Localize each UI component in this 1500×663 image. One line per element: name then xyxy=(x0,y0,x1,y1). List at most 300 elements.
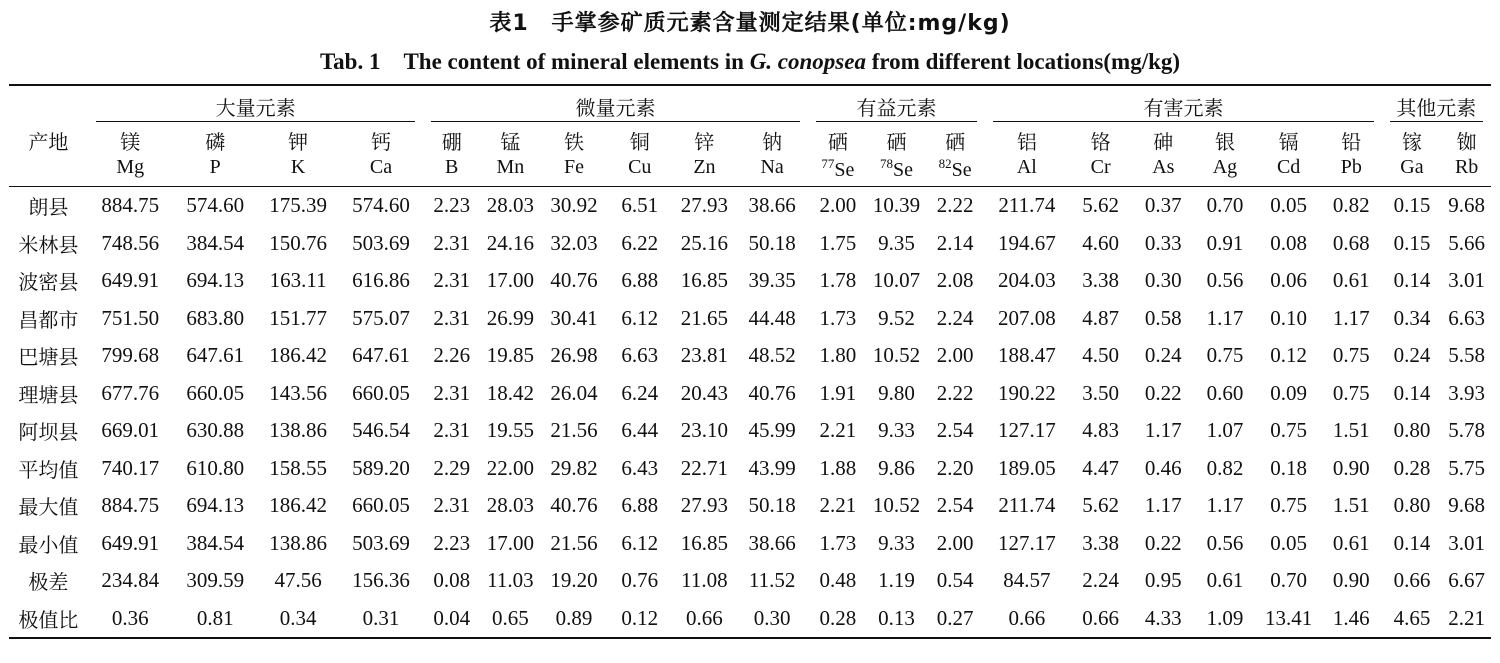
element-symbol: B xyxy=(423,156,480,187)
value-cell: 10.07 xyxy=(872,268,921,293)
element-symbol-isotope xyxy=(868,156,925,187)
value-cell: 0.05 xyxy=(1270,193,1308,218)
value-cell: 0.08 xyxy=(433,568,471,593)
value-cell: 1.51 xyxy=(1332,493,1370,518)
value-cell: 694.13 xyxy=(186,268,245,293)
value-cell: 0.27 xyxy=(925,600,986,639)
value-cell: 2.14 xyxy=(936,230,974,255)
value-cell: 138.86 xyxy=(269,418,327,443)
value-cell: 6.88 xyxy=(621,268,659,293)
header-element-name-row xyxy=(9,124,1491,156)
value-cell: 0.13 xyxy=(868,600,925,639)
value-cell: 649.91 xyxy=(101,268,160,293)
value-cell: 211.74 xyxy=(998,493,1056,518)
value-cell: 0.90 xyxy=(1332,455,1370,480)
value-cell: 1.46 xyxy=(1321,600,1382,639)
value-cell: 2.21 xyxy=(819,493,857,518)
value-cell: 2.22 xyxy=(936,380,974,405)
element-symbol: Cr xyxy=(1068,156,1133,187)
value-cell: 0.04 xyxy=(423,600,480,639)
value-cell: 186.42 xyxy=(269,493,327,518)
value-cell: 0.90 xyxy=(1332,568,1370,593)
value-cell: 0.05 xyxy=(1270,530,1308,555)
value-cell: 0.61 xyxy=(1332,530,1370,555)
value-cell: 630.88 xyxy=(186,418,245,443)
value-cell: 0.31 xyxy=(339,600,424,639)
value-cell: 6.43 xyxy=(621,455,659,480)
element-name: 钾 xyxy=(288,129,309,154)
header-symbol-row xyxy=(9,156,1491,187)
value-cell: 751.50 xyxy=(101,305,160,330)
value-cell: 0.37 xyxy=(1144,193,1182,218)
element-name: 铅 xyxy=(1341,129,1362,154)
value-cell: 2.31 xyxy=(433,305,471,330)
value-cell: 0.12 xyxy=(1270,343,1308,368)
value-cell: 0.60 xyxy=(1206,380,1244,405)
value-cell: 1.19 xyxy=(878,568,915,593)
value-cell: 503.69 xyxy=(352,230,410,255)
value-cell: 2.00 xyxy=(936,343,974,368)
value-cell: 0.76 xyxy=(621,568,659,593)
value-cell: 0.34 xyxy=(258,600,339,639)
value-cell: 5.58 xyxy=(1448,343,1485,368)
value-cell: 84.57 xyxy=(1003,568,1051,593)
value-cell: 10.52 xyxy=(872,343,921,368)
origin-cell: 朗县 xyxy=(28,195,69,220)
value-cell: 17.00 xyxy=(486,530,534,555)
value-cell: 6.44 xyxy=(621,418,659,443)
value-cell: 234.84 xyxy=(101,568,160,593)
value-cell: 2.08 xyxy=(936,268,974,293)
value-cell: 1.73 xyxy=(819,305,857,330)
value-cell: 0.14 xyxy=(1393,380,1431,405)
value-cell: 47.56 xyxy=(274,568,322,593)
value-cell: 2.54 xyxy=(936,493,974,518)
element-name: 铷 xyxy=(1456,129,1477,154)
value-cell: 0.82 xyxy=(1332,193,1370,218)
element-name: 铜 xyxy=(629,129,650,154)
value-cell: 0.81 xyxy=(173,600,258,639)
value-cell: 669.01 xyxy=(101,418,160,443)
element-name: 硼 xyxy=(441,129,462,154)
value-cell: 0.34 xyxy=(1393,305,1431,330)
group-trace-elements: 微量元素 xyxy=(431,92,799,122)
origin-cell: 昌都市 xyxy=(18,307,79,332)
value-cell: 30.41 xyxy=(550,305,598,330)
value-cell: 151.77 xyxy=(269,305,327,330)
element-symbol: Rb xyxy=(1442,156,1491,187)
value-cell: 127.17 xyxy=(997,418,1056,443)
value-cell: 25.16 xyxy=(680,230,729,255)
value-cell: 0.80 xyxy=(1393,493,1431,518)
value-cell: 0.70 xyxy=(1270,568,1308,593)
value-cell: 21.56 xyxy=(550,530,598,555)
value-cell: 1.17 xyxy=(1206,305,1244,330)
value-cell: 1.09 xyxy=(1194,600,1257,639)
value-cell: 309.59 xyxy=(186,568,245,593)
value-cell: 0.58 xyxy=(1144,305,1182,330)
isotope-mass: 82 xyxy=(938,156,952,171)
element-name: 硒 xyxy=(886,129,907,154)
value-cell: 2.22 xyxy=(936,193,974,218)
value-cell: 0.28 xyxy=(808,600,869,639)
table-title-english xyxy=(0,43,1500,76)
value-cell: 0.09 xyxy=(1270,380,1308,405)
element-name: 硒 xyxy=(827,129,848,154)
value-cell: 30.92 xyxy=(550,193,598,218)
value-cell: 884.75 xyxy=(101,193,160,218)
element-name: 镁 xyxy=(120,129,141,154)
element-symbol: K xyxy=(258,156,339,187)
value-cell: 29.82 xyxy=(550,455,598,480)
value-cell: 143.56 xyxy=(269,380,327,405)
element-name: 硒 xyxy=(945,129,966,154)
value-cell: 9.86 xyxy=(878,455,915,480)
value-cell: 0.75 xyxy=(1206,343,1244,368)
value-cell: 2.21 xyxy=(1442,600,1491,639)
value-cell: 17.00 xyxy=(486,268,534,293)
value-cell: 574.60 xyxy=(186,193,245,218)
value-cell: 3.38 xyxy=(1082,268,1120,293)
value-cell: 2.31 xyxy=(433,268,471,293)
value-cell: 0.75 xyxy=(1332,343,1370,368)
value-cell: 647.61 xyxy=(352,343,410,368)
value-cell: 546.54 xyxy=(352,418,410,443)
value-cell: 27.93 xyxy=(680,493,729,518)
isotope-symbol: Se xyxy=(834,159,855,181)
value-cell: 1.17 xyxy=(1332,305,1370,330)
value-cell: 5.75 xyxy=(1448,455,1485,480)
origin-cell: 最大值 xyxy=(18,495,79,520)
value-cell: 574.60 xyxy=(352,193,410,218)
element-symbol: Ag xyxy=(1194,156,1257,187)
isotope-mass: 78 xyxy=(879,156,893,171)
value-cell: 6.88 xyxy=(621,493,659,518)
value-cell: 9.68 xyxy=(1448,193,1485,218)
table-row xyxy=(9,487,1491,525)
table-row xyxy=(9,450,1491,488)
group-macro-elements: 大量元素 xyxy=(96,92,416,122)
element-name: 磷 xyxy=(205,129,226,154)
value-cell: 9.33 xyxy=(878,418,915,443)
value-cell: 27.93 xyxy=(680,193,729,218)
value-cell: 0.95 xyxy=(1144,568,1182,593)
value-cell: 694.13 xyxy=(186,493,245,518)
value-cell: 9.68 xyxy=(1448,493,1485,518)
origin-cell: 极差 xyxy=(28,570,69,595)
value-cell: 45.99 xyxy=(748,418,796,443)
value-cell: 0.14 xyxy=(1393,268,1431,293)
value-cell: 2.31 xyxy=(433,418,471,443)
value-cell: 13.41 xyxy=(1256,600,1321,639)
value-cell: 20.43 xyxy=(680,380,729,405)
value-cell: 2.26 xyxy=(433,343,471,368)
value-cell: 0.33 xyxy=(1144,230,1182,255)
value-cell: 0.66 xyxy=(985,600,1068,639)
value-cell: 649.91 xyxy=(101,530,160,555)
value-cell: 43.99 xyxy=(748,455,796,480)
value-cell: 0.24 xyxy=(1393,343,1431,368)
value-cell: 4.47 xyxy=(1082,455,1120,480)
element-symbol-isotope xyxy=(808,156,869,187)
value-cell: 9.33 xyxy=(878,530,915,555)
value-cell: 0.89 xyxy=(541,600,608,639)
value-cell: 18.42 xyxy=(486,380,534,405)
value-cell: 0.66 xyxy=(1068,600,1133,639)
value-cell: 0.61 xyxy=(1332,268,1370,293)
header-group-row xyxy=(9,85,1491,124)
value-cell: 0.28 xyxy=(1393,455,1431,480)
table-row xyxy=(9,375,1491,413)
value-cell: 138.86 xyxy=(269,530,327,555)
value-cell: 2.24 xyxy=(936,305,974,330)
value-cell: 38.66 xyxy=(748,193,796,218)
element-symbol: Al xyxy=(985,156,1068,187)
element-symbol: P xyxy=(173,156,258,187)
value-cell: 2.21 xyxy=(819,418,857,443)
value-cell: 0.06 xyxy=(1270,268,1308,293)
table-title-chinese: 表1 手掌参矿质元素含量测定结果(单位:mg/kg) xyxy=(489,11,1011,36)
value-cell: 190.22 xyxy=(997,380,1056,405)
value-cell: 0.82 xyxy=(1206,455,1244,480)
value-cell: 5.66 xyxy=(1448,230,1485,255)
value-cell: 0.70 xyxy=(1206,193,1244,218)
table-body xyxy=(9,187,1491,639)
value-cell: 32.03 xyxy=(550,230,598,255)
value-cell: 156.36 xyxy=(352,568,410,593)
value-cell: 11.08 xyxy=(681,568,728,593)
value-cell: 503.69 xyxy=(352,530,410,555)
value-cell: 0.65 xyxy=(480,600,541,639)
title-en-suffix: from different locations(mg/kg) xyxy=(865,49,1181,74)
value-cell: 0.22 xyxy=(1144,530,1182,555)
value-cell: 5.62 xyxy=(1082,493,1120,518)
value-cell: 1.73 xyxy=(819,530,857,555)
value-cell: 211.74 xyxy=(998,193,1056,218)
origin-cell: 最小值 xyxy=(18,532,79,557)
value-cell: 40.76 xyxy=(550,493,598,518)
table-row xyxy=(9,412,1491,450)
value-cell: 2.31 xyxy=(433,380,471,405)
origin-cell: 阿坝县 xyxy=(18,420,79,445)
value-cell: 6.67 xyxy=(1448,568,1485,593)
table-row xyxy=(9,225,1491,263)
value-cell: 150.76 xyxy=(269,230,327,255)
value-cell: 4.87 xyxy=(1082,305,1120,330)
value-cell: 21.56 xyxy=(550,418,598,443)
element-symbol: Cu xyxy=(607,156,672,187)
table-row xyxy=(9,600,1491,639)
value-cell: 163.11 xyxy=(269,268,327,293)
element-name: 砷 xyxy=(1153,129,1174,154)
value-cell: 11.03 xyxy=(487,568,534,593)
value-cell: 23.10 xyxy=(680,418,729,443)
value-cell: 2.23 xyxy=(433,193,471,218)
value-cell: 19.85 xyxy=(486,343,534,368)
value-cell: 4.33 xyxy=(1133,600,1194,639)
element-symbol: Fe xyxy=(541,156,608,187)
element-symbol-isotope xyxy=(925,156,986,187)
value-cell: 9.80 xyxy=(878,380,915,405)
value-cell: 189.05 xyxy=(997,455,1056,480)
value-cell: 50.18 xyxy=(748,230,796,255)
element-name: 锌 xyxy=(694,129,715,154)
value-cell: 0.14 xyxy=(1393,530,1431,555)
value-cell: 207.08 xyxy=(997,305,1056,330)
title-en-species: G. conopsea xyxy=(749,49,866,74)
element-name: 银 xyxy=(1214,129,1235,154)
element-symbol: Pb xyxy=(1321,156,1382,187)
value-cell: 2.31 xyxy=(433,493,471,518)
isotope-symbol: Se xyxy=(951,159,972,181)
value-cell: 4.60 xyxy=(1082,230,1120,255)
value-cell: 19.55 xyxy=(486,418,534,443)
value-cell: 28.03 xyxy=(486,493,534,518)
value-cell: 26.98 xyxy=(550,343,598,368)
value-cell: 5.78 xyxy=(1448,418,1485,443)
value-cell: 0.56 xyxy=(1206,530,1244,555)
value-cell: 204.03 xyxy=(997,268,1056,293)
value-cell: 799.68 xyxy=(101,343,160,368)
value-cell: 0.46 xyxy=(1144,455,1182,480)
value-cell: 50.18 xyxy=(748,493,796,518)
value-cell: 1.78 xyxy=(819,268,857,293)
value-cell: 1.88 xyxy=(819,455,857,480)
value-cell: 660.05 xyxy=(352,493,410,518)
value-cell: 2.00 xyxy=(936,530,974,555)
value-cell: 610.80 xyxy=(186,455,245,480)
value-cell: 0.61 xyxy=(1206,568,1244,593)
value-cell: 38.66 xyxy=(748,530,796,555)
table-row xyxy=(9,562,1491,600)
value-cell: 1.80 xyxy=(819,343,857,368)
value-cell: 127.17 xyxy=(997,530,1056,555)
value-cell: 884.75 xyxy=(101,493,160,518)
value-cell: 39.35 xyxy=(748,268,796,293)
element-symbol: Zn xyxy=(672,156,737,187)
table-row xyxy=(9,262,1491,300)
value-cell: 384.54 xyxy=(186,230,245,255)
origin-cell: 巴塘县 xyxy=(18,345,79,370)
value-cell: 1.17 xyxy=(1144,493,1182,518)
element-name: 铝 xyxy=(1016,129,1037,154)
value-cell: 384.54 xyxy=(186,530,245,555)
value-cell: 1.17 xyxy=(1144,418,1182,443)
value-cell: 24.16 xyxy=(486,230,534,255)
value-cell: 9.52 xyxy=(878,305,915,330)
value-cell: 0.91 xyxy=(1206,230,1244,255)
value-cell: 175.39 xyxy=(269,193,327,218)
value-cell: 0.10 xyxy=(1270,305,1308,330)
value-cell: 3.01 xyxy=(1448,268,1485,293)
value-cell: 660.05 xyxy=(186,380,245,405)
value-cell: 660.05 xyxy=(352,380,410,405)
value-cell: 0.24 xyxy=(1144,343,1182,368)
value-cell: 16.85 xyxy=(680,268,729,293)
element-symbol: Mn xyxy=(480,156,541,187)
value-cell: 740.17 xyxy=(101,455,160,480)
origin-cell: 极值比 xyxy=(9,600,88,639)
value-cell: 3.01 xyxy=(1448,530,1485,555)
value-cell: 48.52 xyxy=(748,343,796,368)
value-cell: 158.55 xyxy=(269,455,327,480)
value-cell: 0.22 xyxy=(1144,380,1182,405)
element-symbol: As xyxy=(1133,156,1194,187)
value-cell: 0.48 xyxy=(819,568,857,593)
title-en-prefix: Tab. 1 The content of mineral elements in xyxy=(319,49,750,74)
value-cell: 748.56 xyxy=(101,230,160,255)
value-cell: 0.66 xyxy=(672,600,737,639)
value-cell: 2.23 xyxy=(433,530,471,555)
value-cell: 6.12 xyxy=(621,530,659,555)
value-cell: 616.86 xyxy=(352,268,410,293)
origin-cell: 米林县 xyxy=(18,232,79,257)
value-cell: 677.76 xyxy=(101,380,160,405)
value-cell: 2.20 xyxy=(936,455,974,480)
element-symbol: Mg xyxy=(88,156,173,187)
value-cell: 22.00 xyxy=(486,455,534,480)
table-row xyxy=(9,187,1491,225)
value-cell: 1.75 xyxy=(819,230,857,255)
value-cell: 9.35 xyxy=(878,230,915,255)
table-row xyxy=(9,337,1491,375)
value-cell: 575.07 xyxy=(352,305,410,330)
value-cell: 0.56 xyxy=(1206,268,1244,293)
element-name: 钠 xyxy=(762,129,783,154)
element-symbol: Ga xyxy=(1382,156,1443,187)
value-cell: 188.47 xyxy=(997,343,1056,368)
value-cell: 3.38 xyxy=(1082,530,1120,555)
value-cell: 6.24 xyxy=(621,380,659,405)
value-cell: 4.65 xyxy=(1382,600,1443,639)
value-cell: 0.75 xyxy=(1270,418,1308,443)
value-cell: 0.18 xyxy=(1270,455,1308,480)
element-symbol: Ca xyxy=(339,156,424,187)
value-cell: 11.52 xyxy=(748,568,796,593)
value-cell: 6.22 xyxy=(621,230,659,255)
value-cell: 589.20 xyxy=(352,455,410,480)
group-harmful-elements: 有害元素 xyxy=(993,92,1373,122)
value-cell: 683.80 xyxy=(186,305,245,330)
element-name: 铬 xyxy=(1090,129,1111,154)
table-row xyxy=(9,300,1491,338)
value-cell: 0.75 xyxy=(1270,493,1308,518)
element-name: 铁 xyxy=(564,129,585,154)
value-cell: 4.83 xyxy=(1082,418,1120,443)
value-cell: 0.75 xyxy=(1332,380,1370,405)
mineral-elements-table xyxy=(9,84,1491,639)
value-cell: 0.36 xyxy=(88,600,173,639)
value-cell: 5.62 xyxy=(1082,193,1120,218)
value-cell: 28.03 xyxy=(486,193,534,218)
value-cell: 10.39 xyxy=(872,193,921,218)
value-cell: 26.04 xyxy=(550,380,598,405)
element-name: 镉 xyxy=(1278,129,1299,154)
element-symbol: Cd xyxy=(1256,156,1321,187)
value-cell: 6.51 xyxy=(621,193,659,218)
value-cell: 647.61 xyxy=(186,343,245,368)
element-name: 镓 xyxy=(1401,129,1422,154)
value-cell: 44.48 xyxy=(748,305,796,330)
value-cell: 2.31 xyxy=(433,230,471,255)
value-cell: 194.67 xyxy=(997,230,1056,255)
value-cell: 0.12 xyxy=(607,600,672,639)
value-cell: 0.54 xyxy=(936,568,974,593)
isotope-mass: 77 xyxy=(821,156,835,171)
value-cell: 3.50 xyxy=(1082,380,1120,405)
origin-header: 产地 xyxy=(28,129,69,154)
value-cell: 26.99 xyxy=(486,305,534,330)
